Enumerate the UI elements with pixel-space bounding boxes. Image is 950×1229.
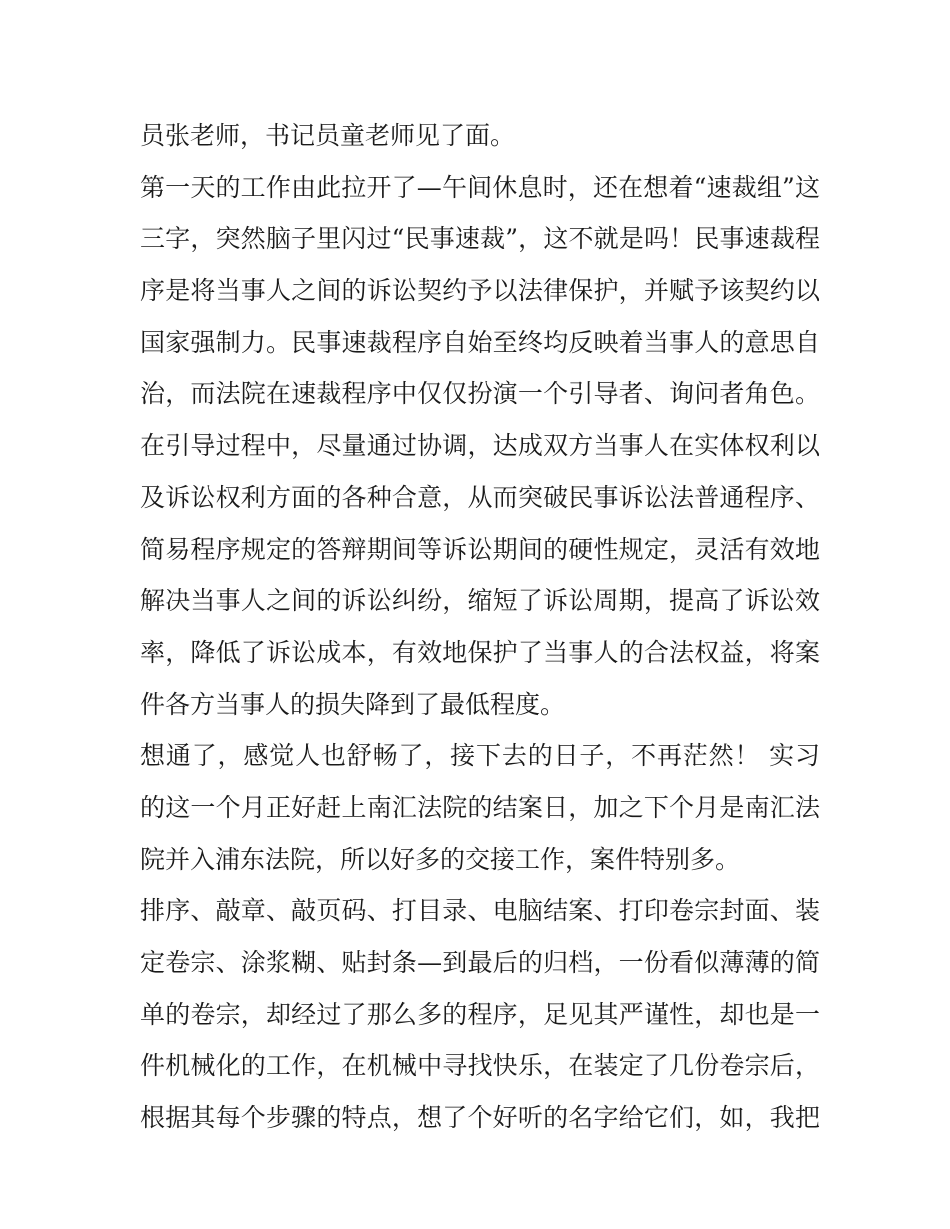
text-line: 国家强制力。民事速裁程序自始至终均反映着当事人的意思自	[140, 327, 820, 357]
text-line: 定卷宗、涂浆糊、贴封条—到最后的归档，一份看似薄薄的简	[140, 948, 820, 977]
text-line: 想通了，感觉人也舒畅了，接下去的日子，不再茫然！ 实习	[140, 741, 820, 771]
text-line: 员张老师，书记员童老师见了面。	[140, 121, 516, 150]
text-line: 根据其每个步骤的特点，想了个好听的名字给它们，如，我把	[140, 1103, 820, 1133]
text-line: 单的卷宗，却经过了那么多的程序，足见其严谨性，却也是一	[140, 999, 820, 1029]
text-line: 件各方当事人的损失降到了最低程度。	[140, 689, 566, 719]
text-line: 及诉讼权利方面的各种合意，从而突破民事诉讼法普通程序、	[140, 482, 820, 512]
text-line: 序是将当事人之间的诉讼契约予以法律保护，并赋予该契约以	[140, 276, 820, 306]
text-line: 率，降低了诉讼成本，有效地保护了当事人的合法权益，将案	[140, 637, 820, 667]
text-line: 件机械化的工作，在机械中寻找快乐，在装定了几份卷宗后，	[140, 1051, 820, 1081]
text-line: 院并入浦东法院，所以好多的交接工作，案件特别多。	[140, 844, 741, 874]
text-line: 的这一个月正好赶上南汇法院的结案日，加之下个月是南汇法	[140, 792, 820, 822]
text-line: 在引导过程中，尽量通过协调，达成双方当事人在实体权利以	[140, 431, 820, 461]
text-line: 排序、敲章、敲页码、打目录、电脑结案、打印卷宗封面、装	[140, 896, 820, 926]
text-line: 解决当事人之间的诉讼纠纷，缩短了诉讼周期，提高了诉讼效	[140, 586, 820, 616]
text-line: 治，而法院在速裁程序中仅仅扮演一个引导者、询问者角色。	[140, 379, 820, 409]
text-line: 简易程序规定的答辩期间等诉讼期间的硬性规定，灵活有效地	[140, 534, 820, 564]
text-line: 第一天的工作由此拉开了—午间休息时，还在想着“速裁组”这	[140, 172, 820, 202]
body-text	[140, 110, 820, 1144]
text-line: 三字，突然脑子里闪过“民事速裁”，这不就是吗！民事速裁程	[140, 224, 820, 254]
